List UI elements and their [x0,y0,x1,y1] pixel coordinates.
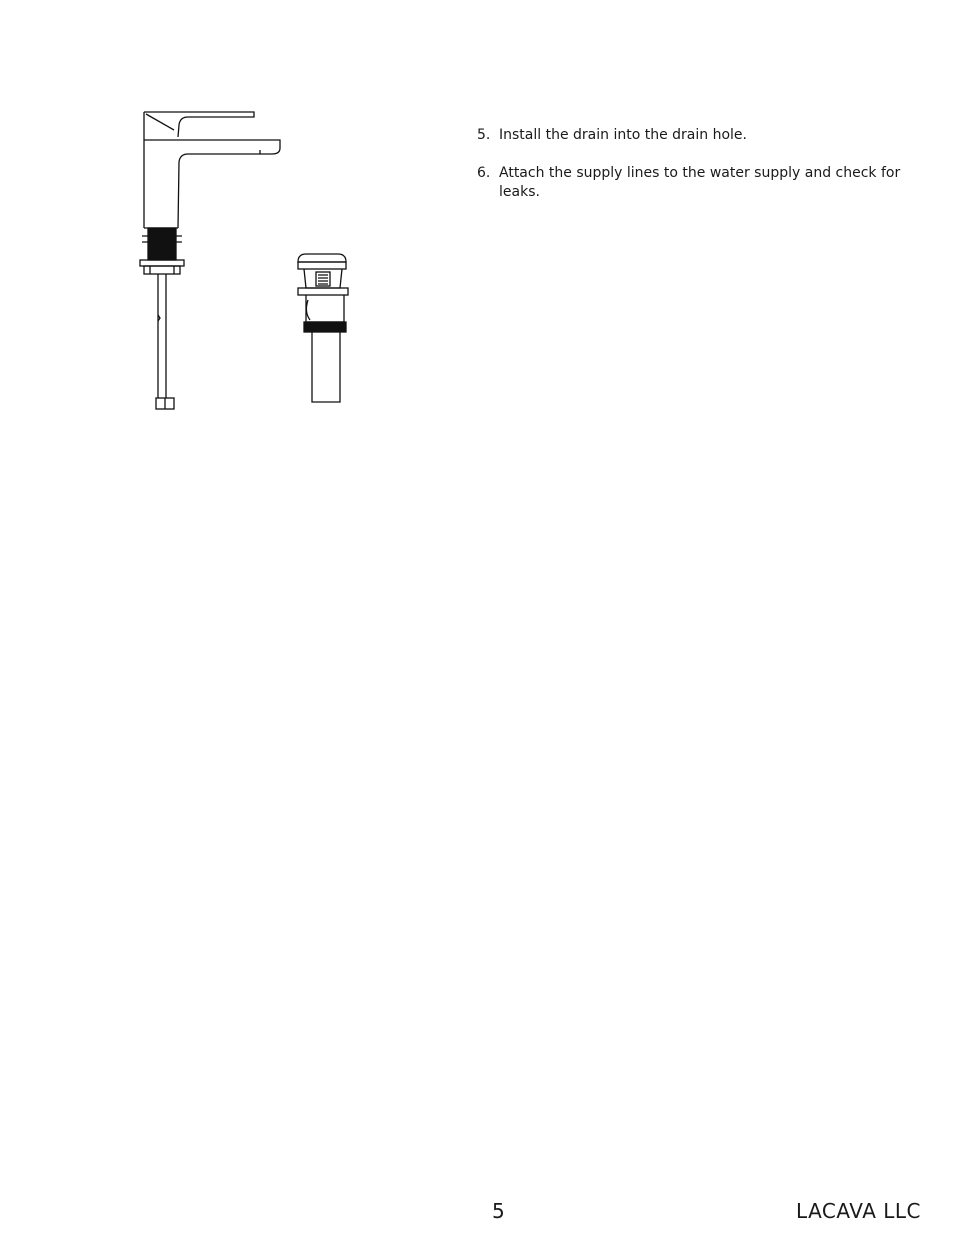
faucet-drawing [140,112,280,409]
company-name: LACAVA LLC [796,1199,921,1223]
step-number: 6. [477,165,491,181]
page-number: 5 [492,1199,505,1223]
step-6 [477,164,917,202]
step-5 [477,126,917,145]
faucet-drain-illustration [130,100,370,420]
drain-drawing [298,254,348,402]
installation-steps [477,126,917,221]
step-text: Install the drain into the drain hole. [499,127,747,143]
step-text: Attach the supply lines to the water supply and check for leaks. [499,165,901,200]
step-number: 5. [477,127,491,143]
